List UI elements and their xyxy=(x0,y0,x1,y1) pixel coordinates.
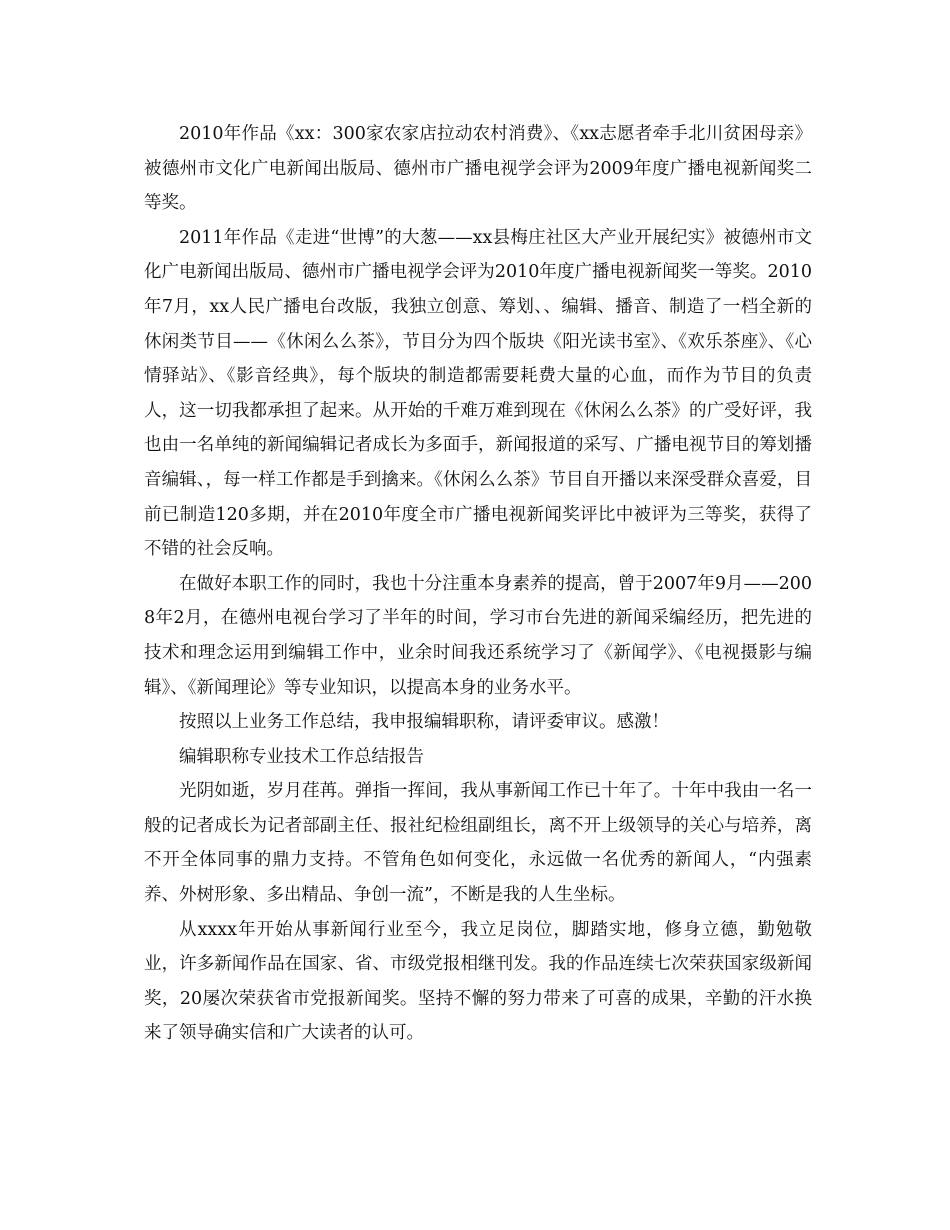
paragraph-career-achievements: 从xxxx年开始从事新闻行业至今，我立足岗位，脚踏实地，修身立德，勤勉敬业，许多新闻作品在国家、省、市级党报相继刊发。我的作品连续七次荣获国家级新闻奖，20屡次荣获省市党报新闻奖。坚持不懈的努力带来了可喜的成果，辛勤的汗水换来了领导确实信和广大读者的认可。 xyxy=(144,919,812,1044)
paragraph-2010-awards: 2010年作品《xx：300家农家店拉动农村消费》、《xx志愿者牵手北川贫困母亲》被德州市文化广电新闻出版局、德州市广播电视学会评为2009年度广播电视新闻奖二等奖。 xyxy=(144,124,812,214)
paragraph-2011-awards: 2011年作品《走进“世博”的大葱——xx县梅庄社区大产业开展纪实》被德州市文化广电新闻出版局、德州市广播电视学会评为2010年度广播电视新闻奖一等奖。2010年7月，xx人民广播电台改版，我独立创意、筹划、、编辑、播音、制造了一档全新的休闲类节目——《休闲么么茶》，节目分为四个版块《阳光读书室》、《欢乐茶座》、《心情驿站》、《影音经典》，每个版块的制造都需要耗费大量的心血，而作为节目的负责人，这一切我都承担了起来。从开始的千难万难到现在《休闲么么茶》的广受好评，我也由一名单纯的新闻编辑记者成长为多面手，新闻报道的采写、广播电视节目的筹划播音编辑、，每一样工作都是手到擒来。《休闲么么茶》节目自开播以来深受群众喜爱，目前已制造120多期，并在2010年度全市广播电视新闻奖评比中被评为三等奖，获得了不错的社会反响。 xyxy=(144,227,812,560)
paragraph-application: 按照以上业务工作总结，我申报编辑职称，请评委审议。感激！ xyxy=(179,712,669,733)
document-body xyxy=(144,117,812,1051)
paragraph-self-improvement: 在做好本职工作的同时，我也十分注重本身素养的提高，曾于2007年9月——2008年2月，在德州电视台学习了半年的时间，学习市台先进的新闻采编经历，把先进的技术和理念运用到编辑工作中，业余时间我还系统学习了《新闻学》、《电视摄影与编辑》、《新闻理论》等专业知识，以提高本身的业务水平。 xyxy=(144,573,812,698)
paragraph-ten-years: 光阴如逝，岁月荏苒。弹指一挥间，我从事新闻工作已十年了。十年中我由一名一般的记者成长为记者部副主任、报社纪检组副组长，离不开上级领导的关心与培养，离不开全体同事的鼎力支持。不管角色如何变化，永远做一名优秀的新闻人，“内强素养、外树形象、多出精品、争创一流”，不断是我的人生坐标。 xyxy=(144,781,812,906)
section-title: 编辑职称专业技术工作总结报告 xyxy=(179,746,424,767)
